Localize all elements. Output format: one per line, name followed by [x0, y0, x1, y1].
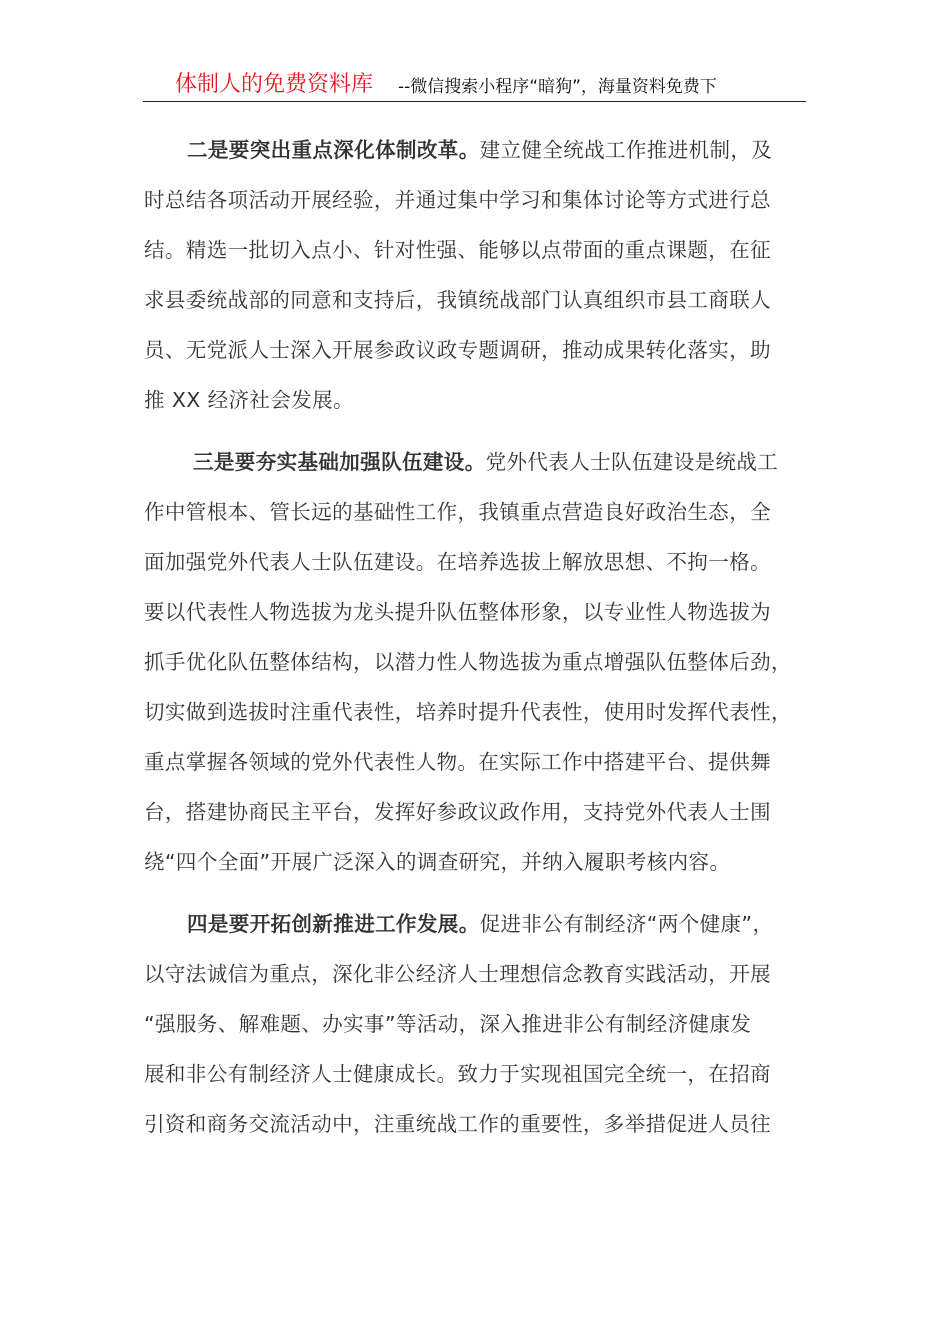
line-text: 要以代表性人物选拔为龙头提升队伍整体形象，以专业性人物选拔为: [144, 600, 771, 624]
text-line: [144, 385, 814, 435]
text-line: [144, 185, 814, 235]
paragraph-team-building: [144, 447, 814, 897]
line-text: 面加强党外代表人士队伍建设。在培养选拔上解放思想、不拘一格。: [144, 550, 771, 574]
paragraph-lead: 三是要夯实基础加强队伍建设。: [193, 450, 486, 474]
line-text: 抓手优化队伍整体结构，以潜力性人物选拔为重点增强队伍整体后劲，: [144, 650, 792, 674]
text-line: [144, 697, 814, 747]
text-line: [144, 285, 814, 335]
text-line: [144, 909, 814, 959]
line-text: 党外代表人士队伍建设是统战工: [485, 450, 779, 474]
line-text: 重点掌握各领域的党外代表性人物。在实际工作中搭建平台、提供舞: [144, 750, 771, 774]
page-header: [143, 70, 806, 102]
line-text: 结。精选一批切入点小、针对性强、能够以点带面的重点课题，在征: [144, 238, 771, 262]
paragraph-lead: 二是要突出重点深化体制改革。: [187, 138, 480, 162]
paragraph-lead: 四是要开拓创新推进工作发展。: [187, 912, 480, 936]
text-line: [144, 797, 814, 847]
paragraph-innovation: [144, 909, 814, 1159]
line-text: 台，搭建协商民主平台，发挥好参政议政作用，支持党外代表人士围: [144, 800, 771, 824]
text-line: [144, 1009, 814, 1059]
line-text: 促进非公有制经济“两个健康”，: [479, 912, 774, 936]
text-line: [144, 335, 814, 385]
line-text: 引资和商务交流活动中，注重统战工作的重要性，多举措促进人员往: [144, 1112, 771, 1136]
text-line: [144, 1109, 814, 1159]
line-text: 求县委统战部的同意和支持后，我镇统战部门认真组织市县工商联人: [144, 288, 771, 312]
text-line: [144, 747, 814, 797]
text-line: [144, 547, 814, 597]
line-text: 展和非公有制经济人士健康成长。致力于实现祖国完全统一，在招商: [144, 1062, 771, 1086]
line-text: 作中管根本、管长远的基础性工作，我镇重点营造良好政治生态，全: [144, 500, 771, 524]
line-text: “强服务、解难题、办实事”等活动，深入推进非公有制经济健康发: [144, 1012, 752, 1036]
line-text: 以守法诚信为重点，深化非公经济人士理想信念教育实践活动，开展: [144, 962, 771, 986]
header-tagline: --微信搜索小程序“暗狗”，海量资料免费下: [398, 77, 717, 97]
text-line: [144, 847, 814, 897]
line-text: 员、无党派人士深入开展参政议政专题调研，推动成果转化落实，助: [144, 338, 771, 362]
line-text: 时总结各项活动开展经验，并通过集中学习和集体讨论等方式进行总: [144, 188, 771, 212]
header-brand: 体制人的免费资料库: [175, 72, 374, 97]
line-text: 推 XX 经济社会发展。: [144, 388, 354, 412]
line-text: 切实做到选拔时注重代表性，培养时提升代表性，使用时发挥代表性，: [144, 700, 792, 724]
paragraph-reform: [144, 135, 814, 435]
text-line: [144, 959, 814, 1009]
line-text: 建立健全统战工作推进机制，及: [479, 138, 773, 162]
line-text: 绕“四个全面”开展广泛深入的调查研究，并纳入履职考核内容。: [144, 850, 731, 874]
text-line: [144, 647, 814, 697]
text-line: [144, 597, 814, 647]
text-line: [144, 235, 814, 285]
text-line: [144, 1059, 814, 1109]
text-line: [144, 497, 814, 547]
text-line: [144, 447, 814, 497]
text-line: [144, 135, 814, 185]
